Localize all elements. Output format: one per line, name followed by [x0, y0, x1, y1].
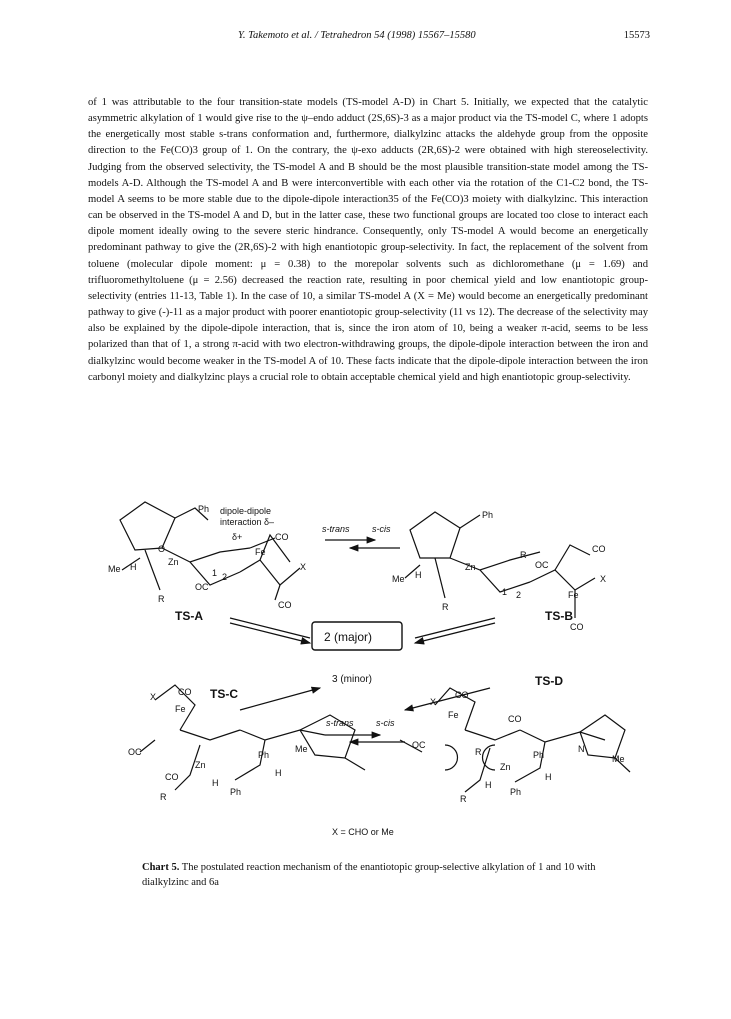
- dipole-label-1: dipole-dipole: [220, 506, 272, 516]
- ts-c-me: Me: [295, 744, 308, 754]
- figure-caption: [142, 860, 642, 890]
- ts-b-label: TS-B: [545, 609, 573, 623]
- ts-d-ph-inner: Ph: [533, 750, 545, 760]
- ts-b-co-bottom: CO: [570, 622, 584, 632]
- ts-a-label: TS-A: [175, 609, 203, 623]
- page-number: 15573: [623, 30, 650, 41]
- ts-b-me: Me: [392, 574, 405, 584]
- ts-c-r: R: [160, 792, 167, 802]
- product-major: 2 (major): [324, 630, 373, 644]
- ts-d-me: Me: [612, 754, 625, 764]
- s-cis-bottom: s-cis: [376, 718, 395, 728]
- ts-c-ph-inner: Ph: [258, 750, 270, 760]
- ts-d-fe: Fe: [448, 710, 459, 720]
- ts-a-co-bottom: CO: [278, 600, 292, 610]
- ts-b-r-top: R: [520, 550, 527, 560]
- ts-d-zn: Zn: [500, 762, 511, 772]
- ts-c-label: TS-C: [210, 687, 238, 701]
- ts-a-fe: Fe: [255, 547, 266, 557]
- running-title: Y. Takemoto et al. / Tetrahedron 54 (1998) 15567–15580: [238, 30, 476, 41]
- ts-c-h: H: [275, 768, 282, 778]
- ts-c-fe: Fe: [175, 704, 186, 714]
- ts-a-x: X: [300, 562, 307, 572]
- ts-b-num-2: 2: [516, 590, 522, 600]
- ts-c-x: X: [150, 692, 157, 702]
- ts-d-co-top: CO: [455, 690, 469, 700]
- ts-d-co-right: CO: [508, 714, 522, 724]
- ts-d-x: X: [430, 697, 437, 707]
- ts-a-ph: Ph: [198, 504, 210, 514]
- ts-d-label: TS-D: [535, 674, 563, 688]
- ts-a-co-top: CO: [275, 532, 289, 542]
- ts-d-h: H: [545, 772, 552, 782]
- ts-b-r: R: [442, 602, 449, 612]
- s-cis-top: s-cis: [372, 524, 391, 534]
- ts-b-co-top: CO: [592, 544, 606, 554]
- product-minor: 3 (minor): [332, 674, 373, 685]
- ts-d-r-inner: R: [475, 747, 482, 757]
- ts-c-hr: H: [212, 778, 219, 788]
- caption-label: Chart 5.: [142, 862, 180, 873]
- s-trans-bottom: s-trans: [326, 718, 354, 728]
- page-header: [88, 30, 650, 48]
- ts-b-x: X: [600, 574, 607, 584]
- ts-c-oc: OC: [128, 747, 142, 757]
- ts-d-r: R: [460, 794, 467, 804]
- caption-text: The postulated reaction mechanism of the enantiotopic group-selective alkylation of 1 and 10 with dialkylzinc and 6a: [142, 862, 596, 888]
- ts-d-ph: Ph: [510, 787, 522, 797]
- ts-b-ph: Ph: [482, 510, 494, 520]
- ts-b-zn: Zn: [465, 562, 476, 572]
- ts-b-structure: [405, 512, 595, 618]
- ts-a-r: R: [158, 594, 165, 604]
- dipole-label-2: interaction δ–: [220, 517, 275, 527]
- paragraph: of 1 was attributable to the four transition-state models (TS-model A-D) in Chart 5. Initially, we expected that the catalytic asymmetric alkylation of 1 would give rise to the ψ–endo adduct (2S,6S)-3 as a major product via the TS-model C, where 1 adopts the energetically most stable s-trans conformation and, furthermore, dialkylzinc attacks the aldehyde group from the opposite direction to the Fe(CO)3 group of 1. On the contrary, the ψ-exo adducts (2R,6S)-2 were obtained with high stereoselectivity. Judging from the observed selectivity, the TS-model A and B should be the most plausible transition-state model among the TS-models A-D. Although the TS-model A and B were interconvertible with each other via the rotation of the C1-C2 bond, the TS-model A seems to be more stable due to the dipole-dipole interaction35 of the Fe(CO)3 moiety with dialkylzinc. This interaction can be observed in the TS-model A and D, but in the latter case, these two functional groups are located too close to interact each dipole moment ideally owing to the severe steric hindrance. Consequently, only TS-model A would become an energetically predominant pathway to give the (2R,6S)-2 with high enantiotopic group-selectivity. In fact, the replacement of the solvent from toluene (molecular dipole moment: μ = 0.38) to the morepolar solvents such as dichloromethane (μ = 1.69) and trifluoromethyltoluene (μ = 2.56) decreased the reaction rate, resulting in poor chemical yield and low enantiotopic group-selectivity (entries 11-13, Table 1). In the case of 10, a similar TS-model A (X = Me) would become an energetically predominant pathway to give (-)-11 as a major product with poorer enantiotopic group-selectivity (11 vs 12). The decrease of the selectivity may also be explained by the dipole-dipole interaction, that is, since the iron atom of 10, being a weaker π-acid, seems to be less polarized than that of 1, a strong π-acid with two electron-withdrawing groups, the dipole-dipole interaction between the iron and dialkylzinc would become weaker in the TS-model A of 10. These facts indicate that the dipole-dipole interaction between the iron carbonyl moiety and dialkylzinc plays a crucial role to obtain acceptable chemical yield and high enantiotopic group-selectivity.: [88, 97, 648, 383]
- ts-a-h: H: [130, 562, 137, 572]
- ts-c-co-top: CO: [178, 687, 192, 697]
- s-trans-top: s-trans: [322, 524, 350, 534]
- ts-b-num-1: 1: [502, 587, 508, 597]
- ts-a-delta-plus: δ+: [232, 532, 243, 542]
- ts-d-hr: H: [485, 780, 492, 790]
- ts-a-num-1: 1: [212, 568, 218, 578]
- ts-b-fe: Fe: [568, 590, 579, 600]
- ts-a-o: O: [158, 544, 166, 554]
- body-text: [88, 95, 648, 386]
- ts-a-num-2: 2: [222, 572, 228, 582]
- ts-a-oc: OC: [195, 582, 209, 592]
- ts-b-h: H: [415, 570, 422, 580]
- ts-a-me: Me: [108, 564, 121, 574]
- ts-d-oc: OC: [412, 740, 426, 750]
- ts-c-ph: Ph: [230, 787, 242, 797]
- x-definition: X = CHO or Me: [332, 827, 394, 837]
- chart-5-figure: [100, 490, 640, 840]
- ts-c-zn: Zn: [195, 760, 206, 770]
- ts-b-oc: OC: [535, 560, 549, 570]
- ts-c-co-bottom: CO: [165, 772, 179, 782]
- ts-d-n: N: [578, 744, 585, 754]
- ts-a-zn: Zn: [168, 557, 179, 567]
- reaction-scheme: [100, 490, 640, 840]
